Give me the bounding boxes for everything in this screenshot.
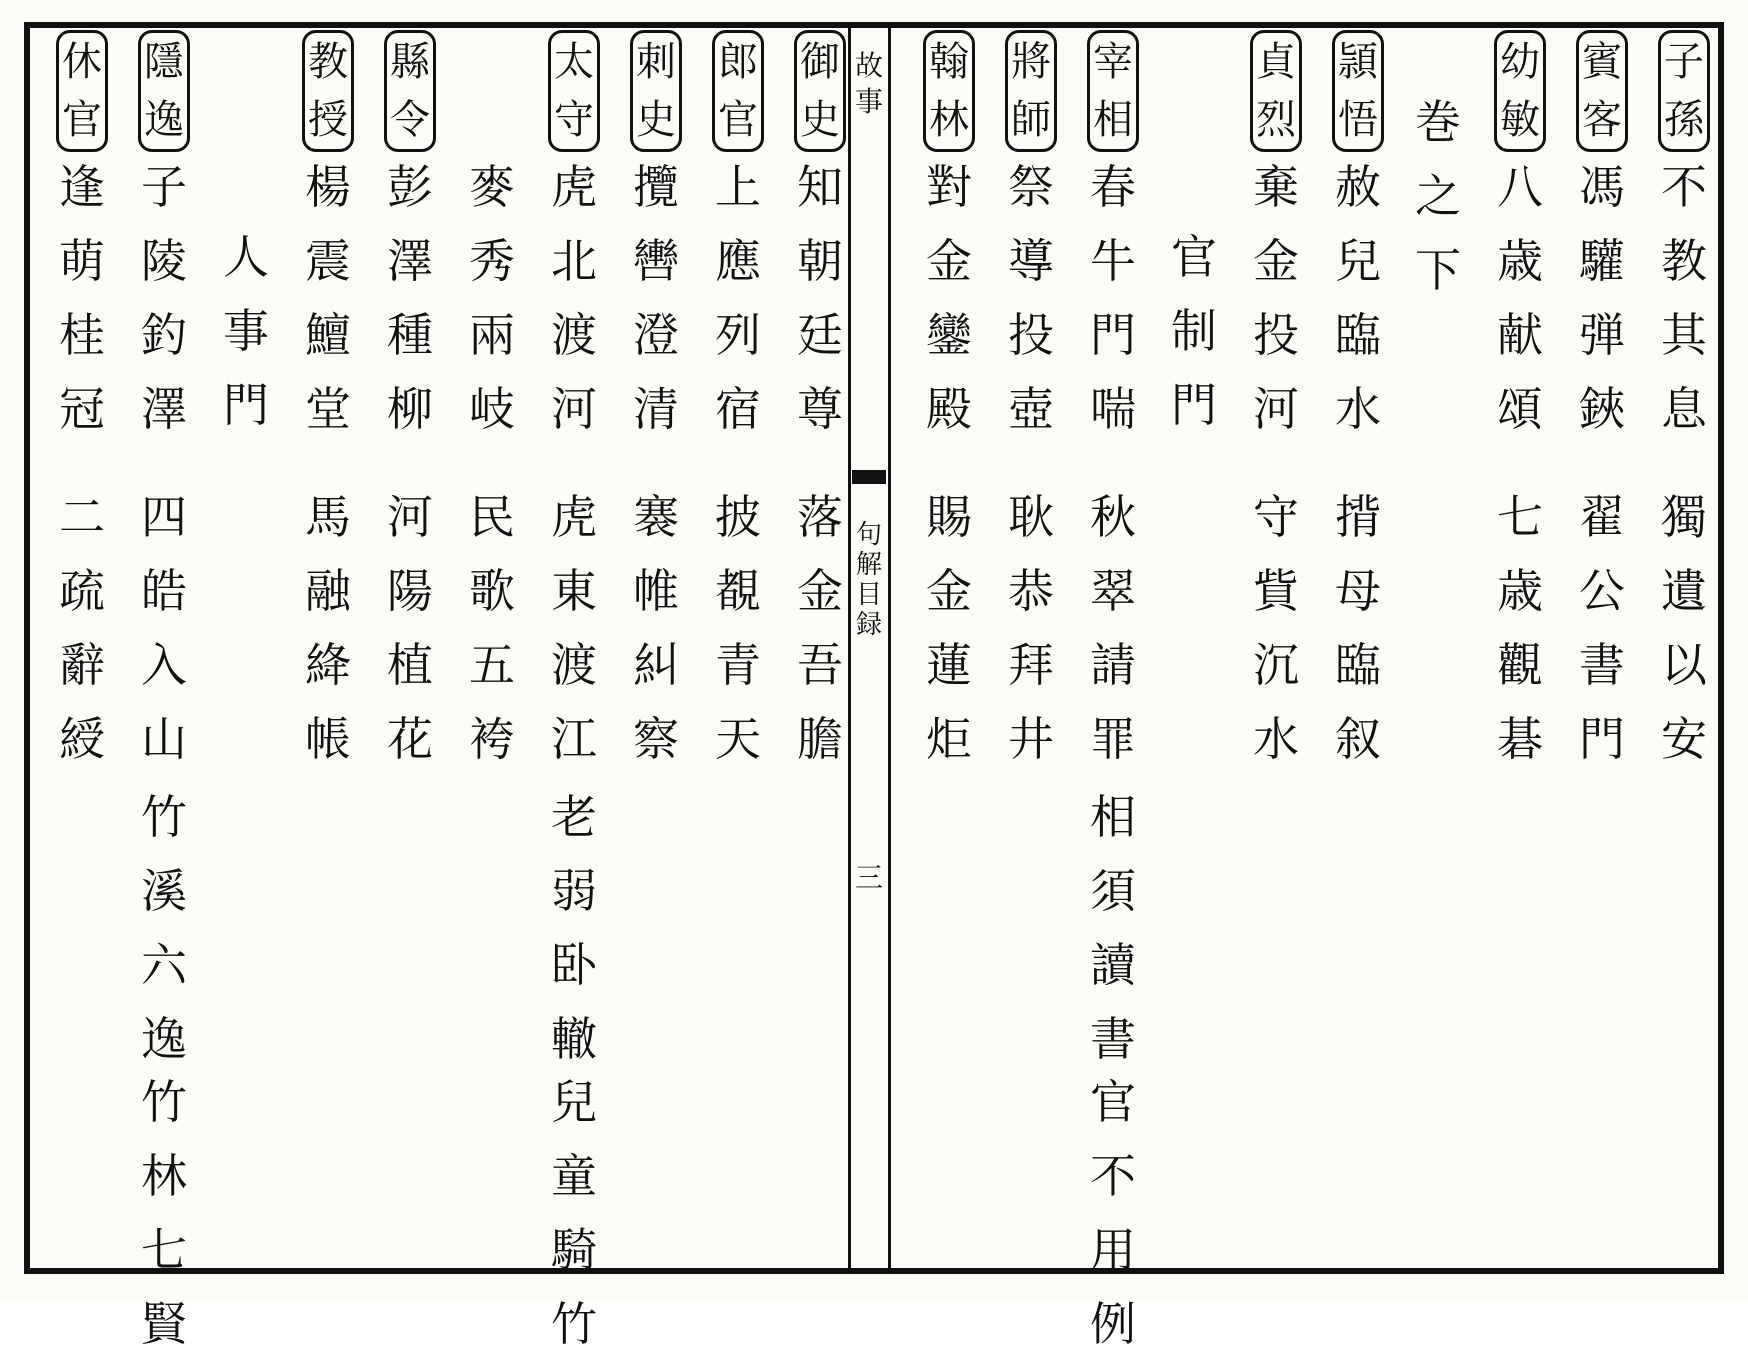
entry-text: 馬 融 絳 帳	[305, 490, 351, 766]
fishtail-mark	[852, 470, 886, 484]
entry-text: 上 應 列 宿	[715, 160, 761, 436]
column-heading: 御 史	[794, 30, 846, 152]
column-heading: 縣 令	[384, 30, 436, 152]
entry-text: 耿 恭 拜 井	[1008, 490, 1054, 766]
entry-text: 民 歌 五 袴	[469, 490, 515, 766]
column-heading: 宰 相	[1087, 30, 1139, 152]
entry-text: 秋 翠 請 罪	[1090, 490, 1136, 766]
entry-text: 馮 驩 弾 鋏	[1579, 160, 1625, 436]
entry-text: 官 制 門	[1171, 230, 1217, 432]
entry-text: 虎 東 渡 江	[551, 490, 597, 766]
column-heading: 子 孫	[1658, 30, 1710, 152]
column-heading: 隱 逸	[138, 30, 190, 152]
column-heading: 貞 烈	[1250, 30, 1302, 152]
entry-text: 老 弱 卧 轍	[551, 790, 597, 1066]
entry-text: 麥 秀 兩 岐	[469, 160, 515, 436]
column-heading: 郎 官	[712, 30, 764, 152]
entry-text: 赦 兒 臨 水	[1335, 160, 1381, 436]
strip-folio: 三	[854, 861, 883, 894]
entry-text: 七 歳 觀 碁	[1497, 490, 1543, 766]
entry-text: 賜 金 蓮 炬	[926, 490, 972, 766]
column-heading: 幼 敏	[1494, 30, 1546, 152]
entry-text: 彭 澤 種 柳	[387, 160, 433, 436]
entry-text: 獨 遺 以 安	[1661, 490, 1707, 766]
entry-text: 棄 金 投 河	[1253, 160, 1299, 436]
column-heading: 翰 林	[923, 30, 975, 152]
entry-text: 對 金 鑾 殿	[926, 160, 972, 436]
strip-title: 句 解 目 録	[855, 520, 882, 640]
column-heading: 太 守	[548, 30, 600, 152]
entry-text: 楊 震 鱣 堂	[305, 160, 351, 436]
entry-text: 兒 童 騎 竹	[551, 1075, 597, 1351]
entry-text: 四 皓 入 山	[141, 490, 187, 766]
entry-text: 虎 北 渡 河	[551, 160, 597, 436]
column-heading: 休 官	[56, 30, 108, 152]
entry-text: 八 歳 献 頌	[1497, 160, 1543, 436]
entry-text: 竹 林 七 賢	[141, 1075, 187, 1351]
entry-text: 子 陵 釣 澤	[141, 160, 187, 436]
entry-text: 翟 公 書 門	[1579, 490, 1625, 766]
entry-text: 竹 溪 六 逸	[141, 790, 187, 1066]
entry-text: 褰 帷 糾 察	[633, 490, 679, 766]
entry-text: 知 朝 廷 尊	[797, 160, 843, 436]
entry-text: 攬 轡 澄 清	[633, 160, 679, 436]
entry-text: 落 金 吾 膽	[797, 490, 843, 766]
entry-text: 守 貲 沉 水	[1253, 490, 1299, 766]
entry-text: 不 教 其 息	[1661, 160, 1707, 436]
entry-text: 相 須 讀 書	[1090, 790, 1136, 1066]
entry-text: 巻 之 下	[1415, 95, 1461, 297]
entry-text: 二 疏 辭 綬	[59, 490, 105, 766]
entry-text: 披 覩 青 天	[715, 490, 761, 766]
column-heading: 刺 史	[630, 30, 682, 152]
entry-text: 人 事 門	[223, 230, 269, 432]
column-heading: 教 授	[302, 30, 354, 152]
entry-text: 河 陽 植 花	[387, 490, 433, 766]
entry-text: 春 牛 門 喘	[1090, 160, 1136, 436]
entry-text: 逢 萌 桂 冠	[59, 160, 105, 436]
column-heading: 賓 客	[1576, 30, 1628, 152]
column-heading: 頴 悟	[1332, 30, 1384, 152]
entry-text: 祭 導 投 壺	[1008, 160, 1054, 436]
column-heading: 將 師	[1005, 30, 1057, 152]
entry-text: 揹 母 臨 叙	[1335, 490, 1381, 766]
strip-top-label: 故 事	[854, 49, 883, 118]
entry-text: 官 不 用 例	[1090, 1075, 1136, 1351]
